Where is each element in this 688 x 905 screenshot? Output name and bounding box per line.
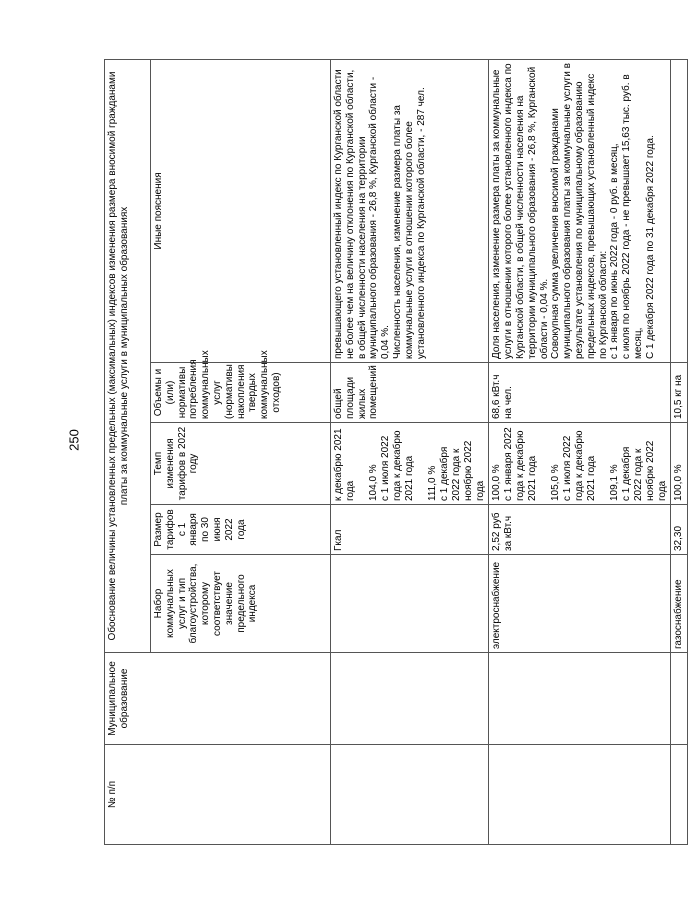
- cell-notes: Доля населения, изменение размера платы за коммунальные услуги в отношении которого более установленного индекса по Курганской области, в общей численности населения на территории муниципального образования - 26,8 %, Курганской области - 0,04 %. Совокупная сумма увеличения вносимой гражданами муниципального образования платы за коммунальные услуги в результате установления по муниципальному образованию предельных индексов, превышающих установленный индекс по Курганской области: с 1 января по июнь 2022 года - 0 руб. в месяц, с июля по ноябрь 2022 года - не превышает 15,63 тыс. руб. в месяц, С 1 декабря 2022 года по 31 декабря 2022 года.: [489, 59, 671, 362]
- header-other-notes: Иные пояснения: [151, 59, 331, 362]
- header-volumes: Объемы и (или) нормативы потребления коммунальных услуг (нормативы накопления твердых коммунальных отходов): [151, 363, 331, 423]
- cell-num: [331, 745, 489, 845]
- cell-volume: 10,5 кг на: [671, 363, 688, 423]
- table-row: [671, 59, 688, 844]
- header-tariff-size: Размер тарифов с 1 января по 30 июня 2022 года: [151, 505, 331, 555]
- cell-municipality: [671, 653, 688, 745]
- header-group-title: Обоснование величины установленных предельных (максимальных) индексов изменения размера вносимой гражданами платы за коммунальные услуги в муниципальных образованиях: [105, 59, 151, 652]
- cell-num: [671, 745, 688, 845]
- cell-service: [331, 555, 489, 653]
- cell-volume: 68,6 кВт.ч на чел.: [489, 363, 671, 423]
- header-municipality: Муниципальное образование: [105, 653, 331, 745]
- cell-tariff-size: 2,52 руб за кВт.ч: [489, 505, 671, 555]
- cell-tariff-size: Гкал: [331, 505, 489, 555]
- header-service-set: Набор коммунальных услуг и тип благоустройства, которому соответствует значение предельного индекса: [151, 555, 331, 653]
- header-row-top: [105, 59, 151, 844]
- cell-notes: превышающего установленный индекс по Курганской области не более чем на величину отклонения по Курганской области, в общей численности населения на территории муниципального образования - 26,8 %, Курганской области - 0,04 %. Численность населения, изменение размера платы за коммунальные услуги в отношении которого более установленного индекса по Курганской области, - 287 чел.: [331, 59, 489, 362]
- cell-tariff-size: 32,30: [671, 505, 688, 555]
- cell-municipality: [331, 653, 489, 745]
- justification-table: [104, 59, 688, 845]
- table-row: [489, 59, 671, 844]
- cell-service: газоснабжение: [671, 555, 688, 653]
- rotated-page-content: [96, 0, 685, 905]
- page-number: 250: [66, 429, 82, 451]
- cell-municipality: [489, 653, 671, 745]
- cell-service: электроснабжение: [489, 555, 671, 653]
- table-row: [331, 59, 489, 844]
- cell-tariff-rate: 100,0 % с 1 января 2022 года к декабрю 2021 года 105,0 % с 1 июля 2022 года к декабрю 2021 года 109,1 % с 1 декабря 2022 года к ноябрю 2022 года: [489, 423, 671, 505]
- header-num: № п/п: [105, 745, 331, 845]
- cell-tariff-rate: к декабрю 2021 года 104,0 % с 1 июля 2022 года к декабрю 2021 года 111,0 % с 1 декабря 2022 года к ноябрю 2022 года: [331, 423, 489, 505]
- cell-num: [489, 745, 671, 845]
- cell-notes: [671, 59, 688, 362]
- cell-volume: общей площади жилых помещений: [331, 363, 489, 423]
- header-tariff-rate: Темп изменения тарифов в 2022 году: [151, 423, 331, 505]
- cell-tariff-rate: 100,0 %: [671, 423, 688, 505]
